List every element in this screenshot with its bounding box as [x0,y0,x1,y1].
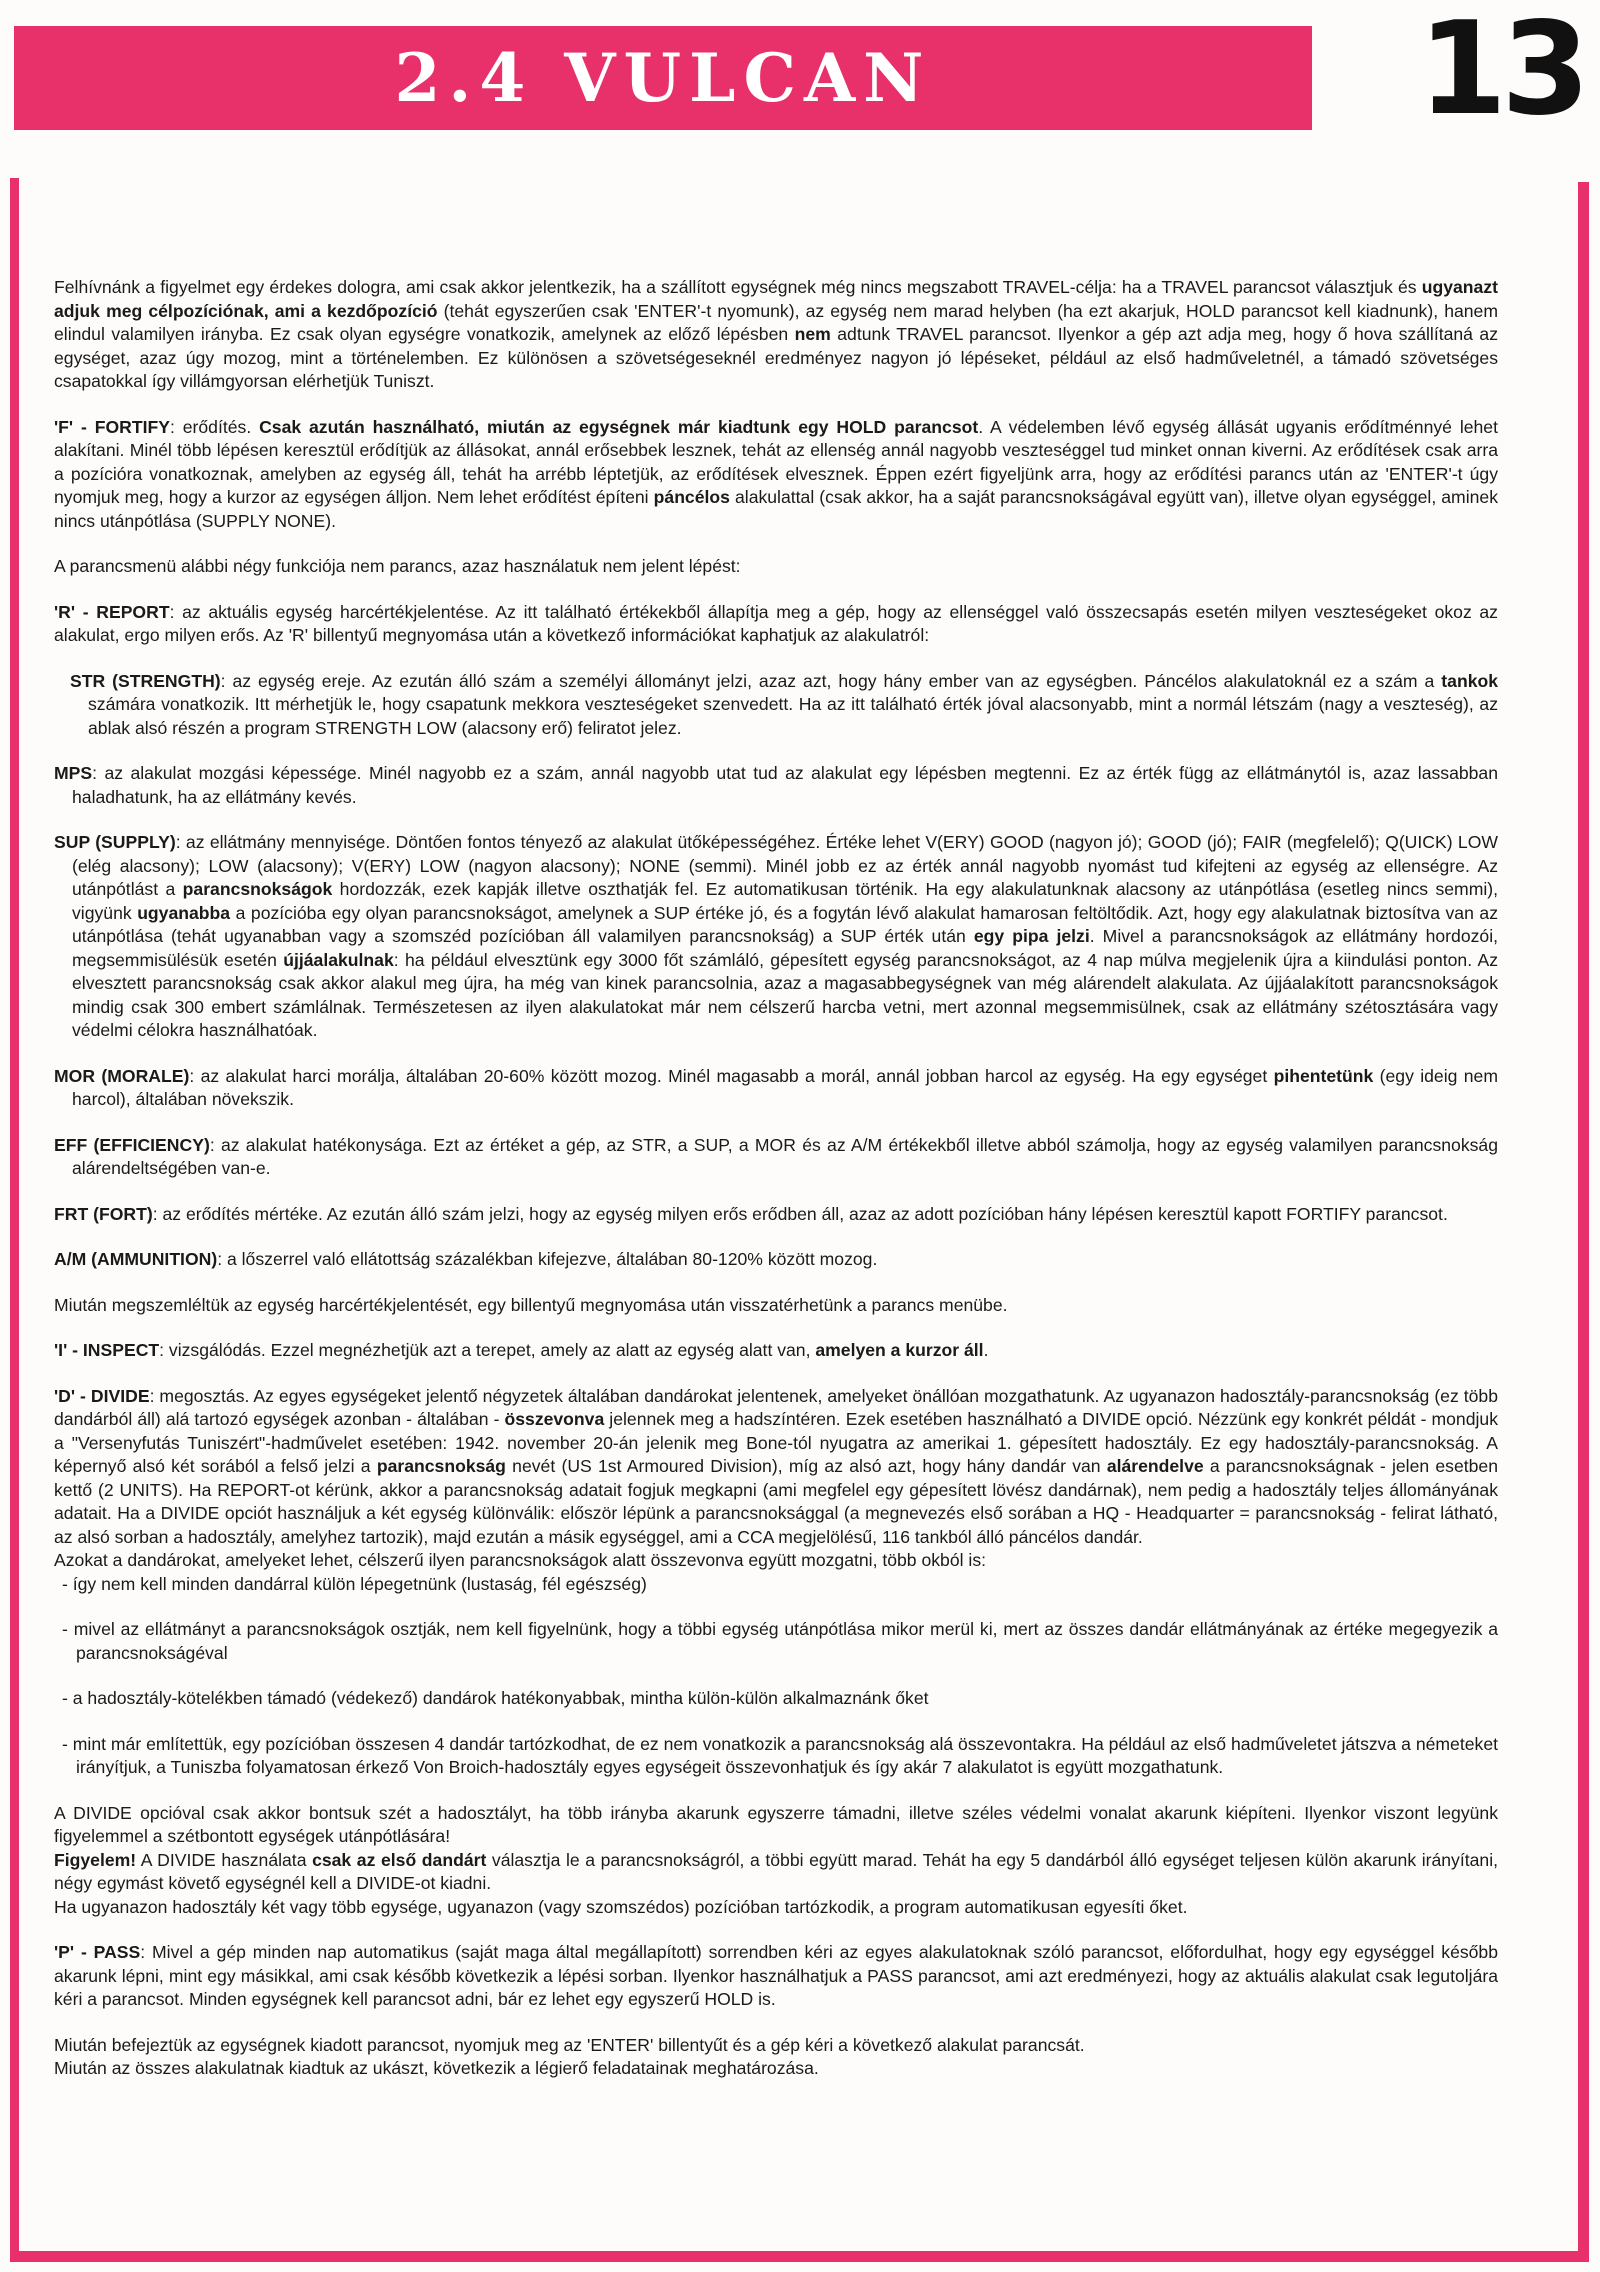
list-item: - így nem kell minden dandárral külön lépegetnünk (lustaság, fél egészség) [62,1573,647,1594]
emphasis: tankok [1441,670,1499,691]
closing-line-1: Miután befejeztük az egységnek kiadott parancsot, nyomjuk meg az 'ENTER' billentyűt és a gép kéri a következő alakulat parancsát. [54,2034,1085,2055]
def-supply [54,831,1498,1043]
fortify-section [54,416,1498,534]
def-term: A/M (AMMUNITION) [54,1249,218,1269]
command-key: 'F' - FORTIFY [54,416,170,437]
emphasis: összevonva [504,1409,605,1429]
text-run: : az aktuális egység harcértékjelentése. Az itt található értékekből állapítja meg a gép, hogy az ellenséggel való összecsapás esetén milyen veszteségeket okoz az alakulat, ergo milyen erős. Az 'R' billentyű megnyomása után a következő információkat kaphatjuk az alakulatról: [54,601,1498,645]
command-key: 'I' - INSPECT [54,1340,160,1360]
emphasis: pihentetünk [1273,1065,1374,1086]
text-run: a parancsnokságnak - jelen esetben kettő (2 UNITS). Ha REPORT-ot kérünk, akkor a parancsnokság adatait fogjuk megkapni (ami megfelel egy gépesített lövész dandárnak), nem pedig a hadosztály teljes állományának adatait. Ha a DIVIDE opciót használjuk a két egység különválik: először lépünk a parancsnoksággal (a megnevezés első sorában a HQ - Headquarter = parancsnokság - felirat látható, az alsó sorban a hadosztály, amelyhez tartozik), majd ezután a másik egységgel, ami a CCA megjelölésű, 116 tankból álló páncélos dandár. [54,1456,1498,1547]
text-run: : ha például elvesztünk egy 3000 főt számláló, gépesített egység parancsnokságot, az 4 nap múlva megjelenik újra a kiindulási ponton. Az elvesztett parancsnokság csak akkor alakul meg újra, ha még van kinek parancsolnia, azaz a magasabbegységnek van még alárendelt alakulata. Az újjáalakított parancsnokságok mindig csak 300 embert számlálnak. Természetesen az ilyen alakulatokat már nem célszerű harcba vetni, mert azonnal megsemmisülnek, csak az ellátmány szétosztására vagy védelmi célokra használhatóak. [72,949,1498,1040]
page-title: 2.4 VULCAN [394,39,932,117]
divide-reasons-intro: Azokat a dandárokat, amelyeket lehet, célszerű ilyen parancsnokságok alatt összevonva együtt mozgatni, több okból is: [54,1550,987,1570]
inspect-section [54,1339,1498,1363]
emphasis: parancsnokság [376,1456,506,1476]
text-run: Felhívnánk a figyelmet egy érdekes dologra, ami csak akkor jelentkezik, ha a szállított egységnek még nincs megszabott TRAVEL-célja: ha a TRAVEL parancsot választjuk és [54,277,1422,297]
def-ammunition [54,1248,1498,1272]
text-run: : vizsgálódás. Ezzel megnézhetjük azt a terepet, amely az alatt az egység alatt van, [159,1340,816,1360]
emphasis: ugyanazt adjuk meg célpozíciónak, ami a kezdőpozíció [54,277,1498,321]
text-run: A DIVIDE használata [136,1849,313,1870]
list-item: - mint már említettük, egy pozícióban összesen 4 dandár tartózkodhat, de ez nem vonatkozik a parancsnokság alá összevontakra. Ha például az első hadműveletet játszva a németeket irányítjuk, a Tuniszba folyamatosan érkező Von Broich-hadosztály egyes egységeit összevonhatjuk és így akár 7 alakulatot is együtt mozgathatunk. [62,1733,1498,1777]
closing-line-2: Miután az összes alakulatnak kiadtuk az ukászt, következik a légierő feladatainak meghatározása. [54,2058,819,2078]
emphasis: ugyanabba [137,902,231,923]
text-run: . A védelemben lévő egység állását ugyanis erődítménnyé lehet alakítani. Minél több lépésen keresztül erődítjük az állásokat, annál erősebbek lesznek, tehát az ellenség annál nagyobb veszteséggel tud minket onnan kiverni. Az erődítések csak arra a pozícióra vonatkoznak, amelyben az egység áll, tehát ha arrébb léptetjük, az erődítések elvesznek. Éppen ezért figyeljünk arra, hogy az erődítési parancs után az 'ENTER'-t úgy nyomjuk meg, hogy a kurzor az egységen álljon. Nem lehet erődítést építeni [54,416,1498,507]
emphasis: újjáalakulnak [283,949,394,970]
emphasis: nem [794,324,831,344]
def-term: SUP (SUPPLY) [54,832,176,852]
pass-section [54,1941,1498,2012]
text-run: : erődítés. [169,416,260,437]
text-run: a pozícióba egy olyan parancsnokságot, amelynek a SUP értéke jó, és a fogytán lévő alakulat hamarosan feltöltődik. Azt, hogy egy alakulatnak biztosítva van az utánpótlása (tehát ugyanabban vagy a szomszéd pozícióban áll valamilyen parancsnokság) a SUP érték után [72,902,1498,946]
emphasis: egy pipa jelzi [973,926,1090,946]
text-run: : az egység ereje. Az ezután álló szám a személyi állományt jelzi, azaz azt, hogy hány ember van az egységben. Páncélos alakulatoknál ez a szám a [220,670,1442,691]
intro-paragraph [54,276,1498,394]
def-strength [70,670,1498,741]
text-run: (egy ideig nem harcol), általában növekszik. [72,1065,1499,1109]
text-run: választja le a parancsnokságról, a többi együtt marad. Tehát ha egy 5 dandárból álló egységet teljesen külön akarunk irányítani, négy egymást követő egységnél kell a DIVIDE-ot kiadni. [54,1849,1498,1893]
frame-border-right [1578,182,1589,2260]
text-run: jelennek meg a hadszíntéren. Ezek esetében használható a DIVIDE opció. Nézzünk egy konkrét példát - mondjuk a "Versenyfutás Tuniszért"-hadművelet esetében: 1942. november 20-án jelenik meg Bone-tól nyugatra az amerikai 1. gépesített hadosztály. Ez egy hadosztály-parancsnokság. A képernyő alsó két sorából a felső jelzi a [54,1409,1498,1476]
divide-merge-note: Ha ugyanazon hadosztály két vagy több egysége, ugyanazon (vagy szomszédos) pozícióban tartózkodik, a program automatikusan egyesíti őket. [54,1896,1188,1917]
text-run: adtunk TRAVEL parancsot. Ilyenkor a gép azt adja meg, hogy ő hova szállítaná az egységet, azaz úgy mozog, mint a történelemben. Ez különösen a szövetségeseknél eredményez nagyon jó lépéseket, például az első hadműveletnél, a támadó szövetséges csapatokkal így villámgyorsan elérhetjük Tuniszt. [54,324,1498,391]
divide-warning [54,1849,1498,1896]
emphasis: amelyen a kurzor áll [815,1340,984,1360]
divide-section [54,1385,1498,1920]
emphasis: parancsnokságok [182,879,333,899]
text-run: : Mivel a gép minden nap automatikus (saját maga által megállapított) sorrendben kéri az egyes alakulatoknak szóló parancsot, előfordulhat, hogy egy egységgel később akarunk lépni, mint egy másikkal, ami csak később következik a lépési sorban. Ilyenkor használhatjuk a PASS parancsot, ami azt eredményezi, hogy az aktuális alakulat csak legutoljára kéri a parancsot. Minden egységnek kell parancsot adni, bár ez lehet egy egyszerű HOLD is. [54,1942,1499,2009]
divide-usage-note: A DIVIDE opcióval csak akkor bontsuk szét a hadosztályt, ha több irányba akarunk egyszerre támadni, illetve széles védelmi vonalat akarunk kiépíteni. Ilyenkor viszont legyünk figyelemmel a szétbontott egységek utánpótlására! [54,1802,1498,1846]
document-body [54,276,1498,2081]
def-term: MOR (MORALE) [54,1065,190,1086]
def-term: STR (STRENGTH) [70,670,221,691]
list-item: - mivel az ellátmányt a parancsnokságok osztják, nem kell figyelnünk, hogy a többi egység utánpótlása mikor merül ki, mert az összes dandár ellátmányának az értéke megegyezik a parancsnokságéval [62,1619,1498,1663]
def-term: MPS [54,763,93,783]
text-run: : az alakulat mozgási képessége. Minél nagyobb ez a szám, annál nagyobb utat tud az alakulat egy lépésben megtenni. Ez az érték függ az ellátmánytól is, azaz lassabban haladhatunk, ha az ellátmány kevés. [72,763,1498,807]
text-run: alakulattal (csak akkor, ha a saját parancsnokságával együtt van), illetve olyan egységgel, aminek nincs utánpótlása (SUPPLY NONE). [54,487,1498,531]
text-run: hordozzák, ezek kapják illetve oszthatják fel. Ez automatikusan történik. Ha egy alakulatunknak alacsony az utánpótlása (esetleg nincs semmi), vigyünk [72,879,1499,923]
text-run: : megosztás. Az egyes egységeket jelentő négyzetek általában dandárokat jelentenek, amelyeket önállóan mozgathatunk. Az ugyanazon hadosztály-parancsnokság (ez több dandárból áll) alá tartozó egységek azonban - általában - [54,1385,1498,1429]
text-run: : az ellátmány mennyisége. Döntően fontos tényező az alakulat ütőképességéhez. Értéke lehet V(ERY) GOOD (nagyon jó); GOOD (jó); FAIR (megfelelő); Q(UICK) LOW (elég alacsony); LOW (alacsony); V(ERY) LOW (nagyon alacsony); NONE (semmi). Minél jobb ez az érték annál nagyobb nyomást tud kifejteni az egység az ellenségre. Az utánpótlást a [72,832,1498,899]
command-key: 'P' - PASS [54,1942,141,1962]
emphasis: alárendelve [1106,1456,1204,1476]
title-banner [14,26,1312,130]
emphasis: csak az első dandárt [312,1849,487,1870]
text-run: : az alakulat hatékonysága. Ezt az értéket a gép, az STR, a SUP, a MOR és az A/M értékekből illetve abból számolja, hogy az egység valamilyen parancsnokság alárendeltségében van-e. [72,1134,1498,1178]
def-fort [54,1203,1498,1227]
text-run: . [983,1340,989,1360]
text-run: számára vonatkozik. Itt mérhetjük le, hogy csapatunk mekkora veszteségeket szenvedett. Ha az itt található érték jóval alacsonyabb, mint a normál létszám (nagy a veszteség), az ablak alsó részén a program STRENGTH LOW (alacsony erő) feliratot jelez. [88,694,1498,738]
menu-note: A parancsmenü alábbi négy funkciója nem parancs, azaz használatuk nem jelent lépést: [54,556,741,576]
divide-paragraph [54,1385,1498,1550]
emphasis: Csak azután használható, miután az egységnek már kiadtunk egy HOLD parancsot [259,416,979,437]
page-number: 13 [1418,0,1585,144]
def-term: EFF (EFFICIENCY) [54,1134,210,1155]
text-run: . Mivel a parancsnokságok az ellátmány hordozói, megsemmisülésük esetén [72,926,1498,970]
text-run: : az erődítés mértéke. Az ezután álló szám jelzi, hogy az egység milyen erős erődben áll, azaz az adott pozícióban hány lépésen keresztül kapott FORTIFY parancsot. [152,1203,1448,1224]
list-item: - a hadosztály-kötelékben támadó (védekező) dandárok hatékonyabbak, mintha külön-külön alkalmaznánk őket [62,1688,929,1708]
after-report-note: Miután megszemléltük az egység harcértékjelentését, egy billentyű megnyomása után visszatérhetünk a parancs menübe. [54,1294,1008,1315]
text-run: : az alakulat harci morálja, általában 20-60% között mozog. Minél magasabb a morál, annál jobban harcol az egység. Ha egy egységet [189,1065,1274,1086]
command-key: 'D' - DIVIDE [54,1385,150,1406]
report-section [54,601,1498,648]
emphasis: Figyelem! [54,1849,137,1870]
text-run: (tehát egyszerűen csak 'ENTER'-t nyomunk), az egység nem marad helyben (ha ezt akarjuk, HOLD parancsot kell kiadnunk), hanem elindul valamilyen irányba. Ez csak olyan egységre vonatkozik, amelynek az előző lépésben [54,300,1498,344]
command-key: 'R' - REPORT [54,601,170,622]
frame-border-bottom [10,2251,1589,2262]
frame-border-left [10,178,19,2260]
report-definitions [54,670,1498,1272]
text-run: nevét (US 1st Armoured Division), míg az alsó azt, hogy hány dandár van [505,1456,1107,1476]
text-run: : a lőszerrel való ellátottság százalékban kifejezve, általában 80-120% között mozog. [217,1249,878,1269]
def-efficiency [54,1134,1498,1181]
def-term: FRT (FORT) [54,1203,153,1224]
def-mps [54,762,1498,809]
emphasis: páncélos [653,487,730,507]
def-morale [54,1065,1498,1112]
